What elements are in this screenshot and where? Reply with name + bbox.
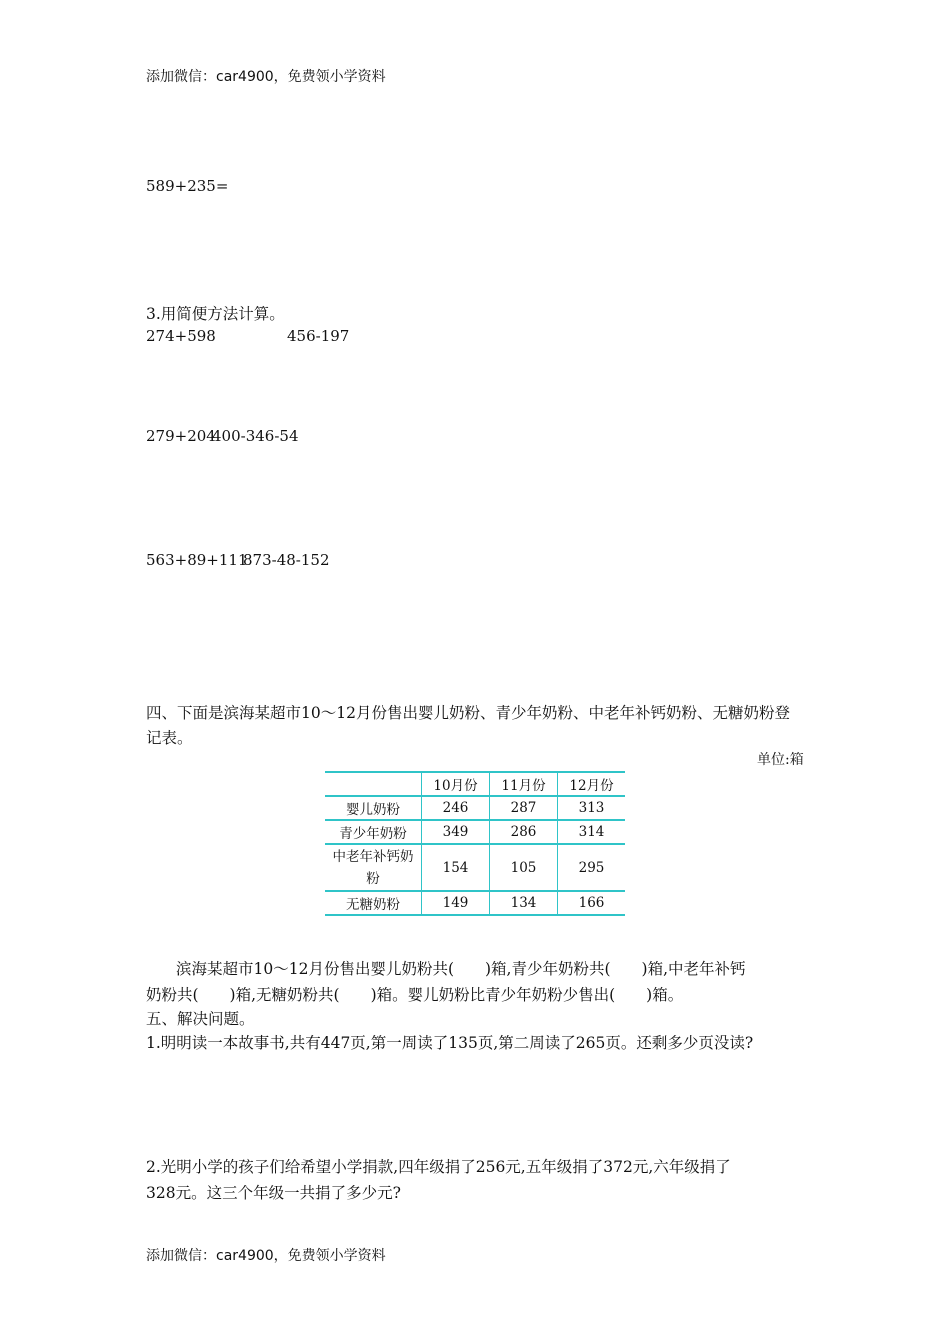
section4-intro-line2: 记表。 [146,729,193,747]
table-cell: 313 [558,796,626,820]
table-cell: 286 [490,820,558,844]
row-label: 青少年奶粉 [325,820,422,844]
table-header-cell: 10月份 [422,772,490,796]
table-row [325,820,625,844]
problem-row1-b: 456-197 [287,327,350,345]
question-1: 1.明明读一本故事书,共有447页,第一周读了135页,第二周读了265页。还剩多少页没读? [146,1034,754,1052]
table-cell: 166 [558,891,626,915]
table-header-row [325,772,625,796]
table-cell: 349 [422,820,490,844]
unit-label: 单位:箱 [757,752,804,768]
section3-title: 3.用简便方法计算。 [146,305,285,323]
footer-note: 添加微信：car4900，免费领小学资料 [146,1248,386,1264]
table-row [325,844,625,891]
table-cell: 154 [422,844,490,891]
problem-row3-b: 873-48-152 [243,551,330,569]
table-cell: 314 [558,820,626,844]
fill-in-line1: 滨海某超市10～12月份售出婴儿奶粉共( )箱,青少年奶粉共( )箱,中老年补钙 [176,960,746,978]
section5-title: 五、解决问题。 [146,1010,255,1028]
table-header-cell: 12月份 [558,772,626,796]
sales-register-table [325,771,625,916]
fill-in-line2: 奶粉共( )箱,无糖奶粉共( )箱。婴儿奶粉比青少年奶粉少售出( )箱。 [146,986,684,1004]
table-cell: 105 [490,844,558,891]
header-note: 添加微信：car4900，免费领小学资料 [146,69,386,85]
table-cell: 149 [422,891,490,915]
table-cell: 287 [490,796,558,820]
table-header-cell: 11月份 [490,772,558,796]
section4-intro-line1: 四、下面是滨海某超市10～12月份售出婴儿奶粉、青少年奶粉、中老年补钙奶粉、无糖奶粉登 [146,704,790,722]
question-2-line2: 328元。这三个年级一共捐了多少元? [146,1184,401,1202]
table-cell: 295 [558,844,626,891]
problem-row2-a: 279+204 [146,427,216,445]
row-label: 婴儿奶粉 [325,796,422,820]
row-label: 无糖奶粉 [325,891,422,915]
question-2-line1: 2.光明小学的孩子们给希望小学捐款,四年级捐了256元,五年级捐了372元,六年级捐了 [146,1158,731,1176]
problem-row3-a: 563+89+111 [146,551,248,569]
table-cell: 134 [490,891,558,915]
row-label [325,844,422,891]
table-row [325,891,625,915]
row-label-line1: 中老年补钙奶 [332,848,414,865]
table-row [325,796,625,820]
table-cell: 246 [422,796,490,820]
problem-row2-b: 400-346-54 [212,427,299,445]
table-header-cell [325,772,422,796]
problem-row1-a: 274+598 [146,327,216,345]
problem-589-plus-235: 589+235= [146,177,229,195]
row-label-line2: 粉 [366,870,380,887]
